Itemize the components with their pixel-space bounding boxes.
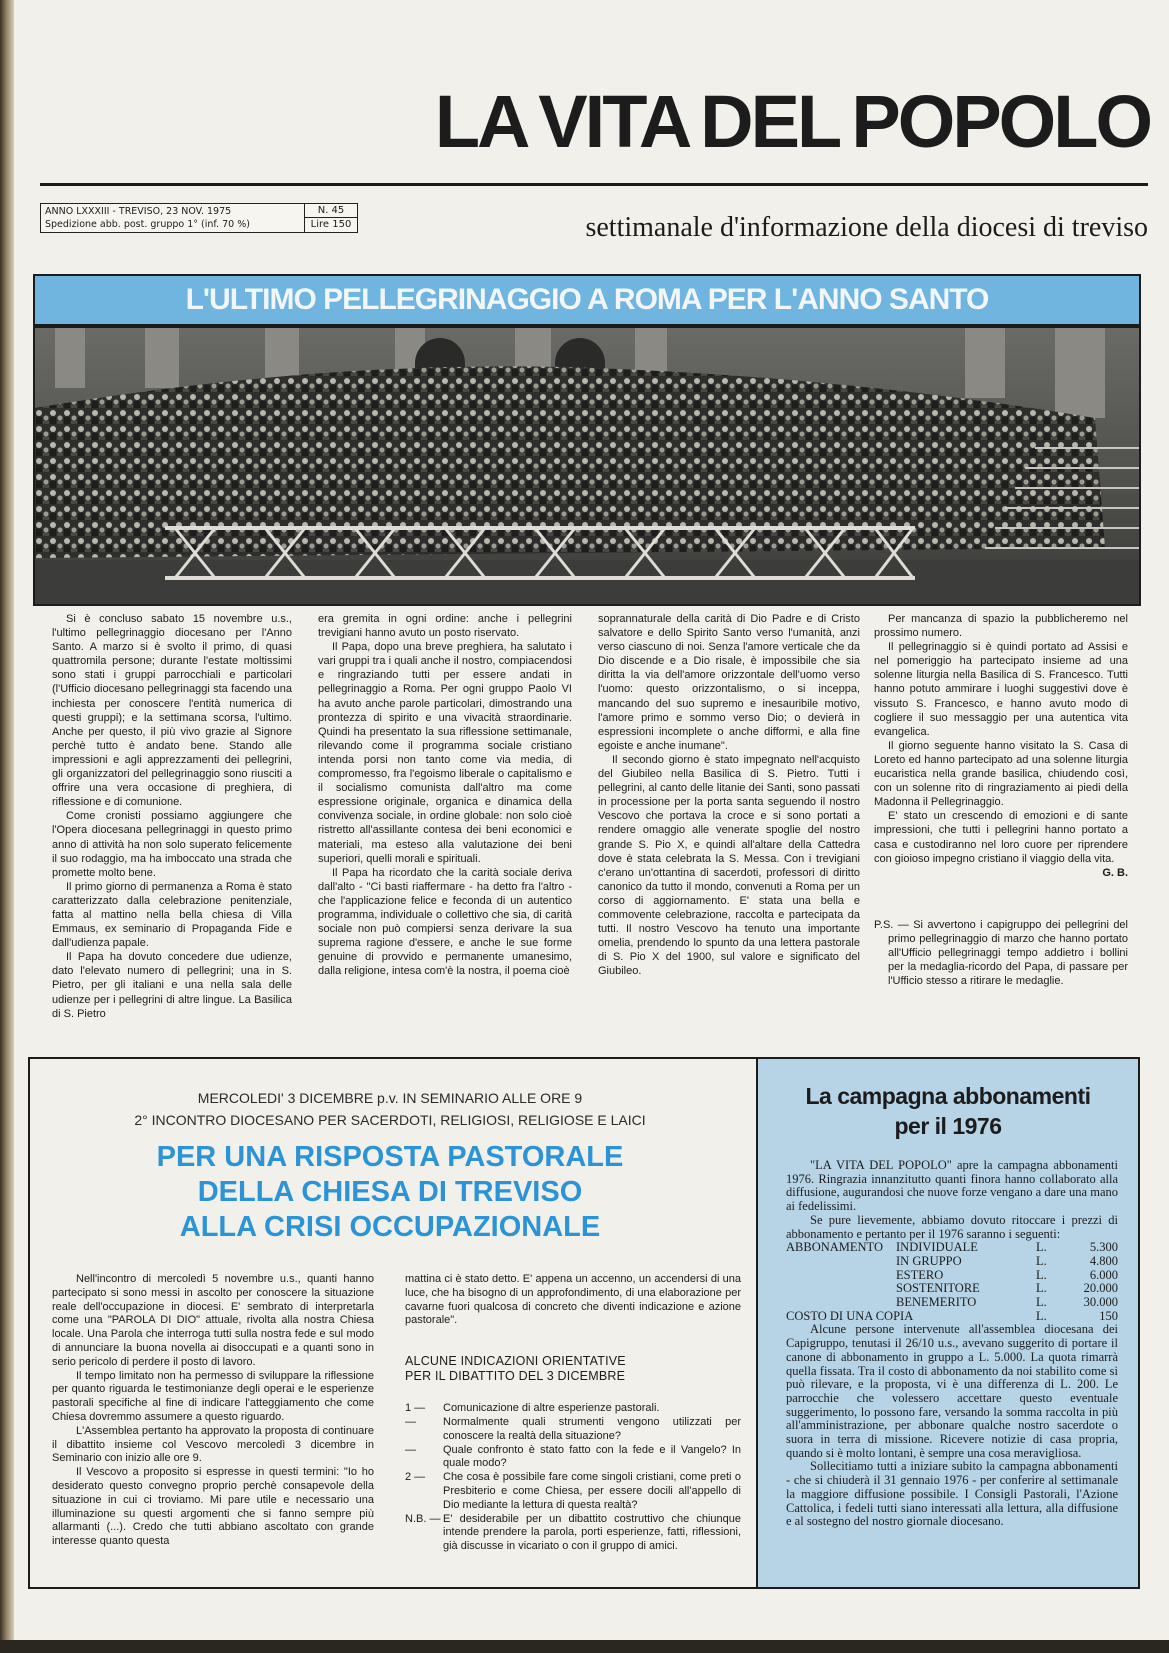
pastoral-title-line-2: DELLA CHIESA DI TREVISO: [197, 1176, 583, 1208]
price-row: [786, 1255, 1118, 1269]
discussion-item: [405, 1402, 741, 1416]
price-amount: 30.000: [1083, 1295, 1118, 1310]
price-currency: L.: [1036, 1281, 1047, 1296]
price-currency: L.: [1036, 1240, 1047, 1255]
item-marker: —: [405, 1443, 416, 1456]
pastoral-column-1: [52, 1273, 374, 1549]
lead-column-2: [318, 612, 572, 978]
item-text: E' desiderabile per un dibattito costruttivo che chiunque intende prendere la parola, porti esperienze, fatti, riflessioni, già discusse in vicariato o con il gruppo di amici.: [443, 1512, 741, 1553]
event-date-line: MERCOLEDI' 3 DICEMBRE p.v. IN SEMINARIO ALLE ORE 9: [197, 1090, 583, 1106]
paragraph: mattina ci è stato detto. E' appena un accenno, un accendersi di una luce, che ha bisogno di un approfondimento, di una elaborazione per cavarne fuori qualcosa di concreto che diventi indicazione e azione pastorale".: [405, 1273, 741, 1327]
issue-info-box: [40, 203, 358, 233]
paragraph: Nell'incontro di mercoledì 5 novembre u.s., quanti hanno partecipato si sono messi in ascolto per conoscere la situazione reale dell'occupazione in diocesi. E' sembrato di interpretarla come una "PAROLA DI DIO" attuale, rivolta alla nostra Chiesa locale. Una Parola che interroga tutti sulla nostra fede e sul modo di annunciare la buona novella ai disoccupati e a quanti sono in serio pericolo di perdere il posto di lavoro.: [52, 1273, 374, 1368]
price-type: BENEMERITO: [896, 1295, 977, 1310]
paragraph: Il Papa ha dovuto concedere due udienze, dato l'elevato numero di pellegrini; una in S. Pietro, per gli italiani e una nella sala delle udienze per i pellegrini di altre lingue. La Basilica di S. Pietro: [52, 951, 292, 1020]
discussion-item: [405, 1471, 741, 1512]
price-currency: L.: [1036, 1253, 1047, 1268]
postscript-label: P.S. —: [874, 918, 909, 931]
copy-price-label: COSTO DI UNA COPIA: [786, 1308, 914, 1323]
paragraph: Alcune persone intervenute all'assemblea diocesana dei Capigruppo, tenutasi il 26/10 u.s., avevano suggerito di portare il canone di abbonamento in gruppo a L. 5.000. La quota rimarrà quella fissata. Tra il costo di abbonamento da noi stabilito come si può rilevare, e la proposta, vi è una differenza di L. 200. Le parrocchie che volessero accettare questo eventuale suggerimento, lo possono fare, versando la somma raccolta in più all'amministrazione, per abbonare qualche nostro sacerdote o suora in terra di missione. Ricevere notizie di casa propria, quando si è molto lontani, è sempre una cosa meravigliosa.: [786, 1322, 1118, 1460]
price-row: [786, 1296, 1118, 1310]
subheading-line-2: PER IL DIBATTITO DEL 3 DICEMBRE: [405, 1369, 626, 1384]
pastoral-column-2: [405, 1273, 741, 1554]
lead-column-1: [52, 612, 292, 1021]
discussion-item: [405, 1444, 741, 1472]
discussion-item: [405, 1416, 741, 1444]
paragraph: Il primo giorno di permanenza a Roma è stato caratterizzato dalla celebrazione penitenziale, fatta al mattino nella bella chiesa di Villa Emmaus, ex seminario di Propaganda Fide e dall'udienza papale.: [52, 880, 292, 950]
paragraph: Come cronisti possiamo aggiungere che l'Opera diocesana pellegrinaggi in questo primo anno di attività ha non solo superato felicemente il suo rodaggio, ma ha imboccato una strada che promette molto bene.: [52, 810, 292, 879]
masthead-title: LA VITA DEL POPOLO: [434, 80, 1150, 163]
paragraph: soprannaturale della carità di Dio Padre e di Cristo salvatore e dello Spirito Santo verso l'umanità, anzi verso ciascuno di noi. Senza l'amore verticale che da Dio discende e a Dio risale, è impossibile che sia diritta la via dell'amore orizzontale dell'uomo verso l'uomo: questo orizzontalismo, o si inceppa, mancando del suo supremo e inesauribile motivo, l'amore primo e sommo verso Dio; o devierà in espressioni incomplete o anche difformi, e alla fine egoiste e anche inumane".: [598, 613, 860, 752]
issue-line-2: Spedizione abb. post. gruppo 1° (inf. 70 %): [45, 219, 250, 230]
paragraph: Il Papa ha ricordato che la carità sociale deriva dall'alto - "Ci basti riaffermare - ha detto fra l'altro - che l'applicazione felice e feconda di un autentico programma, individuale o collettivo che sia, di carità sociale non può compiersi senza derivare la sua suprema ragione d'essere, e anche le sue forme genuine di provvido e permanente umanesimo, dalla religione, intesa com'è la nostra, il poema cioè: [318, 866, 572, 978]
campaign-title: [758, 1081, 1138, 1141]
price-type: IN GRUPPO: [896, 1253, 962, 1268]
lead-column-4: [874, 612, 1128, 988]
paragraph: Il Papa, dopo una breve preghiera, ha salutato i vari gruppi tra i quali anche il nostro, compiacendosi e ringraziando tutti per essere andati in pellegrinaggio a Roma. Per ogni gruppo Paolo VI ha avuto anche parole particolari, dimostrando una prontezza di spirito e una vivacità straordinarie. Quindi ha presentato la sua riflessione settimanale, rilevando come il programma sociale cristiano intenda porsi non tanto come via media, di compromesso, fra l'egoismo liberale o capitalismo e il socialismo comunista dall'altro ma come espressione originale, organica e dinamica della convivenza sociale, in ordine globale: non solo cioè ristretto all'assillante contesa dei beni economici e materiali, ma esteso alla valutazione dei beni superiori, quelli morali e spirituali.: [318, 641, 572, 865]
price-amount: 6.000: [1089, 1267, 1118, 1282]
price-table: [786, 1241, 1118, 1323]
issue-number-price: [305, 204, 357, 232]
item-marker: 1 —: [405, 1402, 426, 1415]
discussion-item: [405, 1513, 741, 1554]
copy-price-currency: L.: [1036, 1308, 1047, 1323]
price-row: [786, 1241, 1118, 1255]
crowd-photo-icon: [33, 326, 1141, 606]
paragraph: Il Vescovo a proposito si espresse in questi termini: "Io ho desiderato questo convegno proprio perchè consapevole della situazione in cui ci troviamo. Mi pare utile e necessario una illuminazione su questi argomenti che si fanno sempre più allarmanti (...). Credo che tutti abbiano ascoltato con grande interesse quanto questa: [52, 1466, 374, 1548]
page-bottom-edge: [0, 1640, 1169, 1653]
item-text: Che cosa è possibile fare come singoli cristiani, come preti o Presbiterio e come Chiesa, per essere docili all'appello di Dio mediante la lettura di questa realtà?: [443, 1471, 741, 1511]
campaign-title-line-2: per il 1976: [894, 1113, 1002, 1139]
paragraph: Sollecitiamo tutti a iniziare subito la campagna abbonamenti - che si chiuderà il 31 gennaio 1976 - per conferire al settimanale la maggiore diffusione possibile. I Consigli Pastorali, l'Azione Cattolica, i fedeli tutti siano interessati alla lettura, alla diffusione e al sostegno del nostro giornale diocesano.: [786, 1459, 1118, 1529]
paragraph: Si è concluso sabato 15 novembre u.s., l'ultimo pellegrinaggio diocesano per l'Anno Santo. A marzo si è svolto il primo, di quasi quattromila persone; durante l'estate moltissimi sono stati i gruppi parrocchiali e particolari (l'Ufficio diocesano pellegrinaggi sta facendo una inchiesta per conoscere l'entità numerica di questi gruppi); e la settimana scorsa, l'ultimo. Anche per questo, il più vivo grazie al Signore perchè tutto è andato bene. Stando alle impressioni e agli apprezzamenti dei pellegrini, gli organizzatori del pellegrinaggio sono riusciti a offrire una vera occasione di preghiera, di riflessione e di comunione.: [52, 613, 292, 809]
price-amount: 20.000: [1083, 1281, 1118, 1296]
discussion-subheading: [405, 1354, 741, 1384]
postscript: [874, 918, 1128, 988]
price-currency: L.: [1036, 1267, 1047, 1282]
campaign-body: [786, 1159, 1118, 1529]
lead-column-3: [598, 612, 860, 978]
price-row: [786, 1282, 1118, 1296]
copy-price-amount: 150: [1099, 1308, 1118, 1323]
binding-spine: [0, 0, 14, 1653]
price-amount: 5.300: [1089, 1240, 1118, 1255]
item-marker: —: [405, 1415, 416, 1428]
paragraph: E' stato un crescendo di emozioni e di sante impressioni, che tutti i pellegrini hanno portato a casa e custodiranno nel loro cuore per riprendere con gioioso impegno cristiano il viaggio della vita.: [874, 810, 1128, 865]
subscription-campaign-box: [758, 1059, 1138, 1587]
masthead-rule: [40, 183, 1148, 186]
item-marker: 2 —: [405, 1471, 426, 1484]
subheading-line-1: ALCUNE INDICAZIONI ORIENTATIVE: [405, 1354, 626, 1369]
pastoral-title-line-3: ALLA CRISI OCCUPAZIONALE: [179, 1211, 601, 1243]
paragraph: L'Assemblea pertanto ha approvato la proposta di continuare il dibattito insieme col Vescovo mercoledì 3 dicembre in Seminario con inizio alle ore 9.: [52, 1424, 374, 1465]
lead-headline: L'ULTIMO PELLEGRINAGGIO A ROMA PER L'ANNO SANTO: [185, 283, 989, 316]
lead-headline-banner: [33, 274, 1141, 326]
paragraph: Il tempo limitato non ha permesso di sviluppare la riflessione per quanto riguarda le testimonianze degli operai e le esperienze pastorali specifiche al fine di indicare l'atteggiamento che come Chiesa dovremmo assumere a questo riguardo.: [52, 1369, 374, 1423]
item-marker: N.B. —: [405, 1512, 441, 1525]
issue-line-1: ANNO LXXXIII - TREVISO, 23 NOV. 1975: [45, 206, 232, 217]
event-description-line: 2° INCONTRO DIOCESANO PER SACERDOTI, RELIGIOSI, RELIGIOSE E LAICI: [134, 1112, 646, 1128]
masthead-subtitle: settimanale d'informazione della diocesi di treviso: [585, 212, 1148, 243]
campaign-title-line-1: La campagna abbonamenti: [805, 1083, 1091, 1109]
copy-price-row: [786, 1310, 1118, 1324]
paragraph: Se pure lievemente, abbiamo dovuto ritoccare i prezzi di abbonamento e pertanto per il 1976 saranno i seguenti:: [786, 1212, 1118, 1241]
price-category-label: ABBONAMENTO: [786, 1240, 883, 1255]
item-text: Quale confronto è stato fatto con la fede e il Vangelo? In quale modo?: [443, 1443, 741, 1470]
issue-details: [41, 204, 305, 232]
price-currency: L.: [1036, 1295, 1047, 1310]
price-row: [786, 1269, 1118, 1283]
pastoral-title-line-1: PER UNA RISPOSTA PASTORALE: [156, 1141, 624, 1173]
item-text: Normalmente quali strumenti vengono utilizzati per conoscere la realtà della situazione?: [443, 1415, 741, 1442]
pastoral-title: [40, 1140, 740, 1245]
paragraph: Il secondo giorno è stato impegnato nell'acquisto del Giubileo nella Basilica di S. Pietro. Tutti i pellegrini, al canto delle litanie dei Santi, sono passati in processione per la porta santa seguendo il nostro Vescovo che portava la croce e si sono portati a rendere omaggio alle venerate spoglie del nostro grande S. Pio X, e quindi all'altare della Cattedra dove è stata celebrata la S. Messa. Con i trevigiani c'erano un'ottantina di sacerdoti, professori di diritto canonico da tutto il mondo, convenuti a Roma per un corso di aggiornamento. E' stata una bella e commovente celebrazione, raccolta e partecipata da tutti. Il nostro Vescovo ha tenuto una importante omelia, prendendo lo spunto da una lettera pastorale di S. Pio X del 1900, sul valore e significato del Giubileo.: [598, 753, 860, 978]
issue-number: N. 45: [305, 204, 357, 218]
crowd-photo-illustration: [35, 328, 1139, 604]
paragraph: Per mancanza di spazio la pubblicheremo nel prossimo numero.: [874, 613, 1128, 640]
price-type: ESTERO: [896, 1267, 944, 1282]
paragraph: Il pellegrinaggio si è quindi portato ad Assisi e nel pomeriggio ha partecipato insieme ad una solenne liturgia nella Basilica di S. Francesco. Tutti hanno potuto ammirare i luoghi suggestivi dove è vissuto S. Francesco, e hanno avuto modo di cogliere il suo messaggio per una autentica vita evangelica.: [874, 641, 1128, 738]
item-text: Comunicazione di altre esperienze pastorali.: [443, 1402, 660, 1415]
paragraph: Il giorno seguente hanno visitato la S. Casa di Loreto ed hanno partecipato ad una solenne liturgia eucaristica nella grande basilica, chiudendo così, con un solenne rito di ringraziamento ai piedi della Madonna il Pellegrinaggio.: [874, 739, 1128, 809]
paragraph: "LA VITA DEL POPOLO" apre la campagna abbonamenti 1976. Ringrazia innanzitutto quanti finora hanno collaborato alla diffusione, augurandosi che nuove forze vengano a dare una mano ai fedelissimi.: [786, 1158, 1118, 1214]
postscript-text: Si avvertono i capigruppo dei pellegrini del primo pellegrinaggio di marzo che hanno portato all'Ufficio pellegrinaggi tempo addietro i bollini per la medaglia-ricordo del Papa, di passare per l'Ufficio stesso a ritirare le medaglie.: [888, 918, 1128, 988]
signature: G. B.: [1102, 866, 1128, 879]
price-type: SOSTENITORE: [896, 1281, 980, 1296]
issue-price: Lire 150: [310, 219, 352, 230]
paragraph: era gremita in ogni ordine: anche i pellegrini trevigiani hanno avuto un posto riservato.: [318, 613, 572, 640]
price-type: INDIVIDUALE: [896, 1240, 978, 1255]
price-amount: 4.800: [1089, 1253, 1118, 1268]
